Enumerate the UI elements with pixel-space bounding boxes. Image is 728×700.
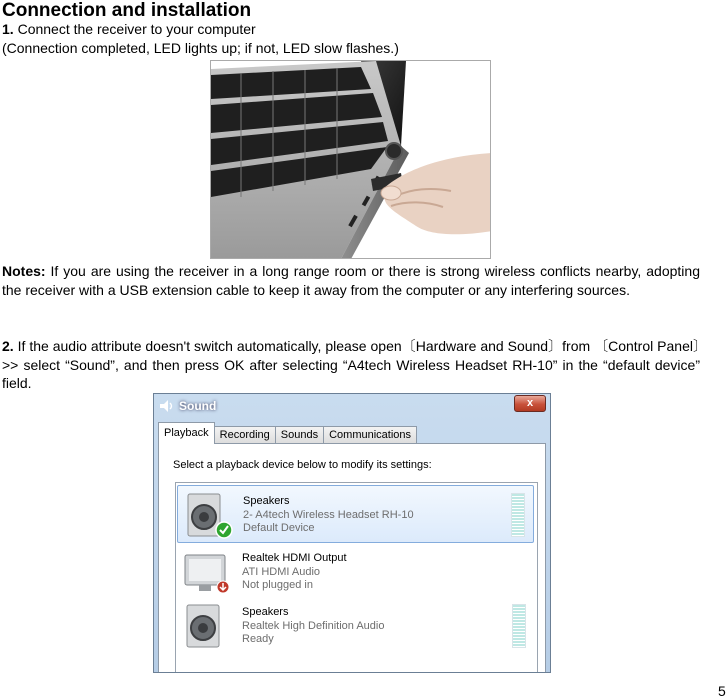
dialog-tabs bbox=[158, 423, 416, 444]
dialog-title: Sound bbox=[179, 399, 217, 413]
device-item-realtek[interactable] bbox=[177, 597, 534, 655]
tab-sounds[interactable]: Sounds bbox=[275, 426, 324, 444]
device-description: ATI HDMI Audio bbox=[242, 565, 321, 578]
laptop-illustration bbox=[211, 61, 491, 259]
device-text bbox=[242, 552, 347, 593]
notes-paragraph bbox=[2, 262, 700, 299]
device-status: Default Device bbox=[243, 522, 315, 534]
laptop-usb-photo bbox=[210, 60, 491, 259]
instruction-text: Select a playback device below to modify its settings: bbox=[173, 459, 432, 471]
device-status: Ready bbox=[242, 633, 274, 645]
device-name: Speakers bbox=[243, 495, 290, 507]
step-1-note: (Connection completed, LED lights up; if not, LED slow flashes.) bbox=[2, 40, 399, 56]
sound-dialog bbox=[153, 393, 551, 673]
page-title: Connection and installation bbox=[2, 0, 252, 21]
volume-meter bbox=[512, 604, 526, 648]
playback-panel bbox=[158, 443, 546, 672]
step-2-paragraph bbox=[2, 337, 700, 393]
dialog-titlebar bbox=[160, 397, 216, 415]
close-button[interactable]: x bbox=[514, 395, 546, 412]
device-name: Realtek HDMI Output bbox=[242, 552, 347, 564]
device-list bbox=[175, 482, 538, 673]
device-status: Not plugged in bbox=[242, 579, 313, 591]
step-1-number: 1. bbox=[2, 21, 14, 37]
device-text bbox=[242, 606, 384, 647]
step-2-number: 2. bbox=[2, 338, 14, 354]
tab-recording[interactable]: Recording bbox=[214, 426, 276, 444]
step-1-text: Connect the receiver to your computer bbox=[17, 21, 256, 37]
device-description: Realtek High Definition Audio bbox=[242, 619, 385, 632]
tab-communications[interactable]: Communications bbox=[323, 426, 417, 444]
page-number: 5 bbox=[718, 683, 726, 699]
device-text bbox=[243, 495, 414, 536]
step-2-text: If the audio attribute doesn't switch automatically, please open〔Hardware and Sound〕from 〔Control Panel〕>> select “Sound”, and then press OK after selecting “A4tech Wireless Headset RH-10” in the “default device” field. bbox=[2, 338, 700, 391]
volume-meter bbox=[511, 493, 525, 537]
device-name: Speakers bbox=[242, 606, 289, 618]
tab-playback[interactable]: Playback bbox=[158, 422, 215, 444]
speaker-device-icon bbox=[183, 603, 233, 651]
device-item-hdmi[interactable] bbox=[177, 543, 534, 601]
device-item-headset[interactable] bbox=[177, 485, 534, 543]
step-1 bbox=[2, 21, 256, 38]
notes-label: Notes: bbox=[2, 263, 46, 279]
device-description: 2- A4tech Wireless Headset RH-10 bbox=[243, 508, 414, 521]
speaker-device-icon bbox=[184, 492, 234, 540]
speaker-icon bbox=[160, 400, 174, 412]
monitor-device-icon bbox=[183, 549, 233, 597]
notes-text: If you are using the receiver in a long range room or there is strong wireless conflicts nearby, adopting the receiver with a USB extension cable to keep it away from the computer or any interfering sources. bbox=[2, 263, 700, 298]
